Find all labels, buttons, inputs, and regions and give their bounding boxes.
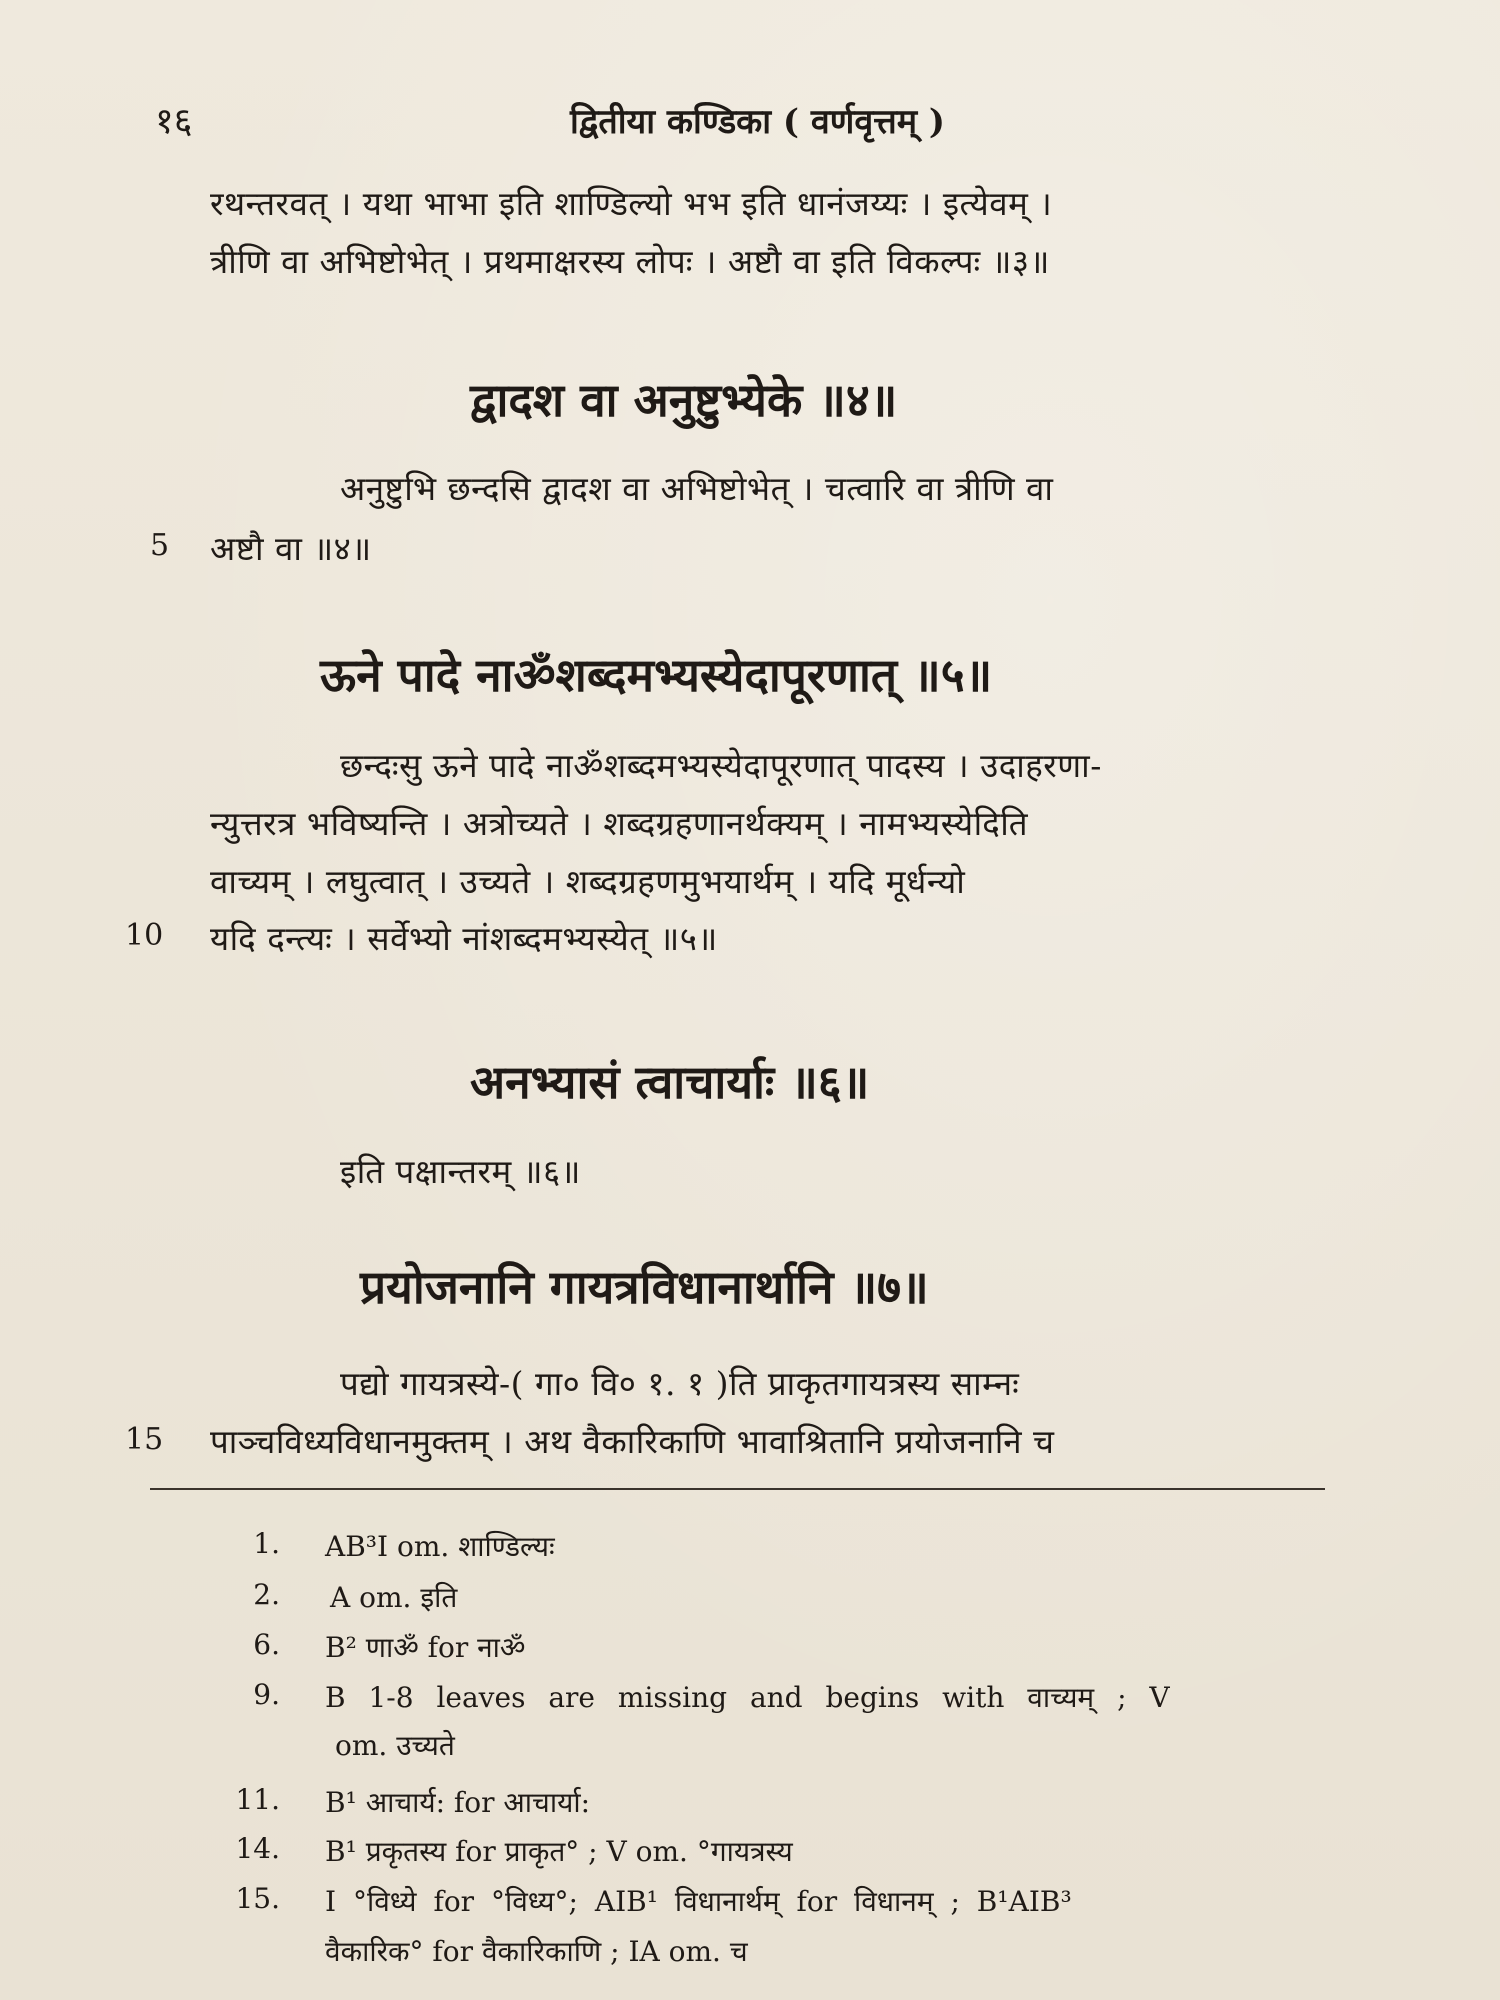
sutra-heading: अनभ्यासं त्वाचार्याः ॥६॥ bbox=[470, 1055, 870, 1109]
commentary-line: अष्टौ वा ॥४॥ bbox=[210, 529, 372, 568]
commentary-line: छन्दःसु ऊने पादे नाॐशब्दमभ्यस्येदापूरणात् पादस्य । उदाहरणा- bbox=[340, 746, 1102, 785]
footnote-number: 1. bbox=[253, 1527, 280, 1560]
page-number: १६ bbox=[155, 101, 193, 142]
footnote-text: A om. इति bbox=[330, 1581, 458, 1614]
sutra-heading: द्वादश वा अनुष्टुभ्येके ॥४॥ bbox=[470, 373, 898, 427]
footnote-divider bbox=[150, 1488, 1325, 1490]
footnote-number: 11. bbox=[235, 1783, 280, 1816]
footnote-text: AB³I om. शाण्डिल्यः bbox=[325, 1530, 555, 1563]
footnote-text: वैकारिक° for वैकारिकाणि ; IA om. च bbox=[325, 1935, 748, 1968]
sutra-heading: ऊने पादे नाॐशब्दमभ्यस्येदापूरणात् ॥५॥ bbox=[320, 648, 993, 702]
footnote-number: 9. bbox=[253, 1678, 280, 1711]
commentary-line: पाञ्चविध्यविधानमुक्तम् । अथ वैकारिकाणि भावाश्रितानि प्रयोजनानि च bbox=[210, 1422, 1055, 1461]
commentary-line: पद्यो गायत्रस्ये-( गा० वि० १. १ )ति प्राकृतगायत्रस्य साम्नः bbox=[340, 1364, 1020, 1403]
footnote-number: 2. bbox=[253, 1578, 280, 1611]
commentary-line: अनुष्टुभि छन्दसि द्वादश वा अभिष्टोभेत् । चत्वारि वा त्रीणि वा bbox=[340, 469, 1054, 508]
line-number: 10 bbox=[125, 918, 164, 953]
running-header: द्वितीया कण्डिका ( वर्णवृत्तम् ) bbox=[570, 102, 945, 142]
footnote-text: B 1-8 leaves are missing and begins with वाच्यम् ; V bbox=[325, 1681, 1170, 1714]
commentary-line: यदि दन्त्यः । सर्वेभ्यो नांशब्दमभ्यस्येत् ॥५॥ bbox=[210, 919, 718, 958]
footnote-text: I °विध्ये for °विध्य°; AIB¹ विधानार्थम् for विधानम् ; B¹AIB³ bbox=[325, 1885, 1072, 1918]
footnote-text: B² णाॐ for नाॐ bbox=[325, 1631, 526, 1664]
sutra-heading: प्रयोजनानि गायत्रविधानार्थानि ॥७॥ bbox=[360, 1260, 929, 1314]
commentary-line: न्युत्तरत्र भविष्यन्ति । अत्रोच्यते । शब्दग्रहणानर्थक्यम् । नामभ्यस्येदिति bbox=[210, 804, 1029, 843]
line-number: 15 bbox=[125, 1422, 164, 1457]
commentary-line: इति पक्षान्तरम् ॥६॥ bbox=[340, 1152, 581, 1191]
commentary-line: वाच्यम् । लघुत्वात् । उच्यते । शब्दग्रहणमुभयार्थम् । यदि मूर्धन्यो bbox=[210, 862, 966, 901]
body-line: त्रीणि वा अभिष्टोभेत् । प्रथमाक्षरस्य लोपः । अष्टौ वा इति विकल्पः ॥३॥ bbox=[210, 242, 1050, 281]
footnote-text: om. उच्यते bbox=[335, 1729, 455, 1762]
footnote-text: B¹ आचार्य: for आचार्या: bbox=[325, 1786, 591, 1819]
footnote-number: 15. bbox=[235, 1882, 280, 1915]
body-line: रथन्तरवत् । यथा भाभा इति शाण्डिल्यो भभ इति धानंजय्यः । इत्येवम् । bbox=[210, 184, 1053, 223]
footnote-number: 6. bbox=[253, 1628, 280, 1661]
footnote-number: 14. bbox=[235, 1832, 280, 1865]
line-number: 5 bbox=[150, 528, 170, 563]
footnote-text: B¹ प्रकृतस्य for प्राकृत° ; V om. °गायत्रस्य bbox=[325, 1835, 793, 1868]
